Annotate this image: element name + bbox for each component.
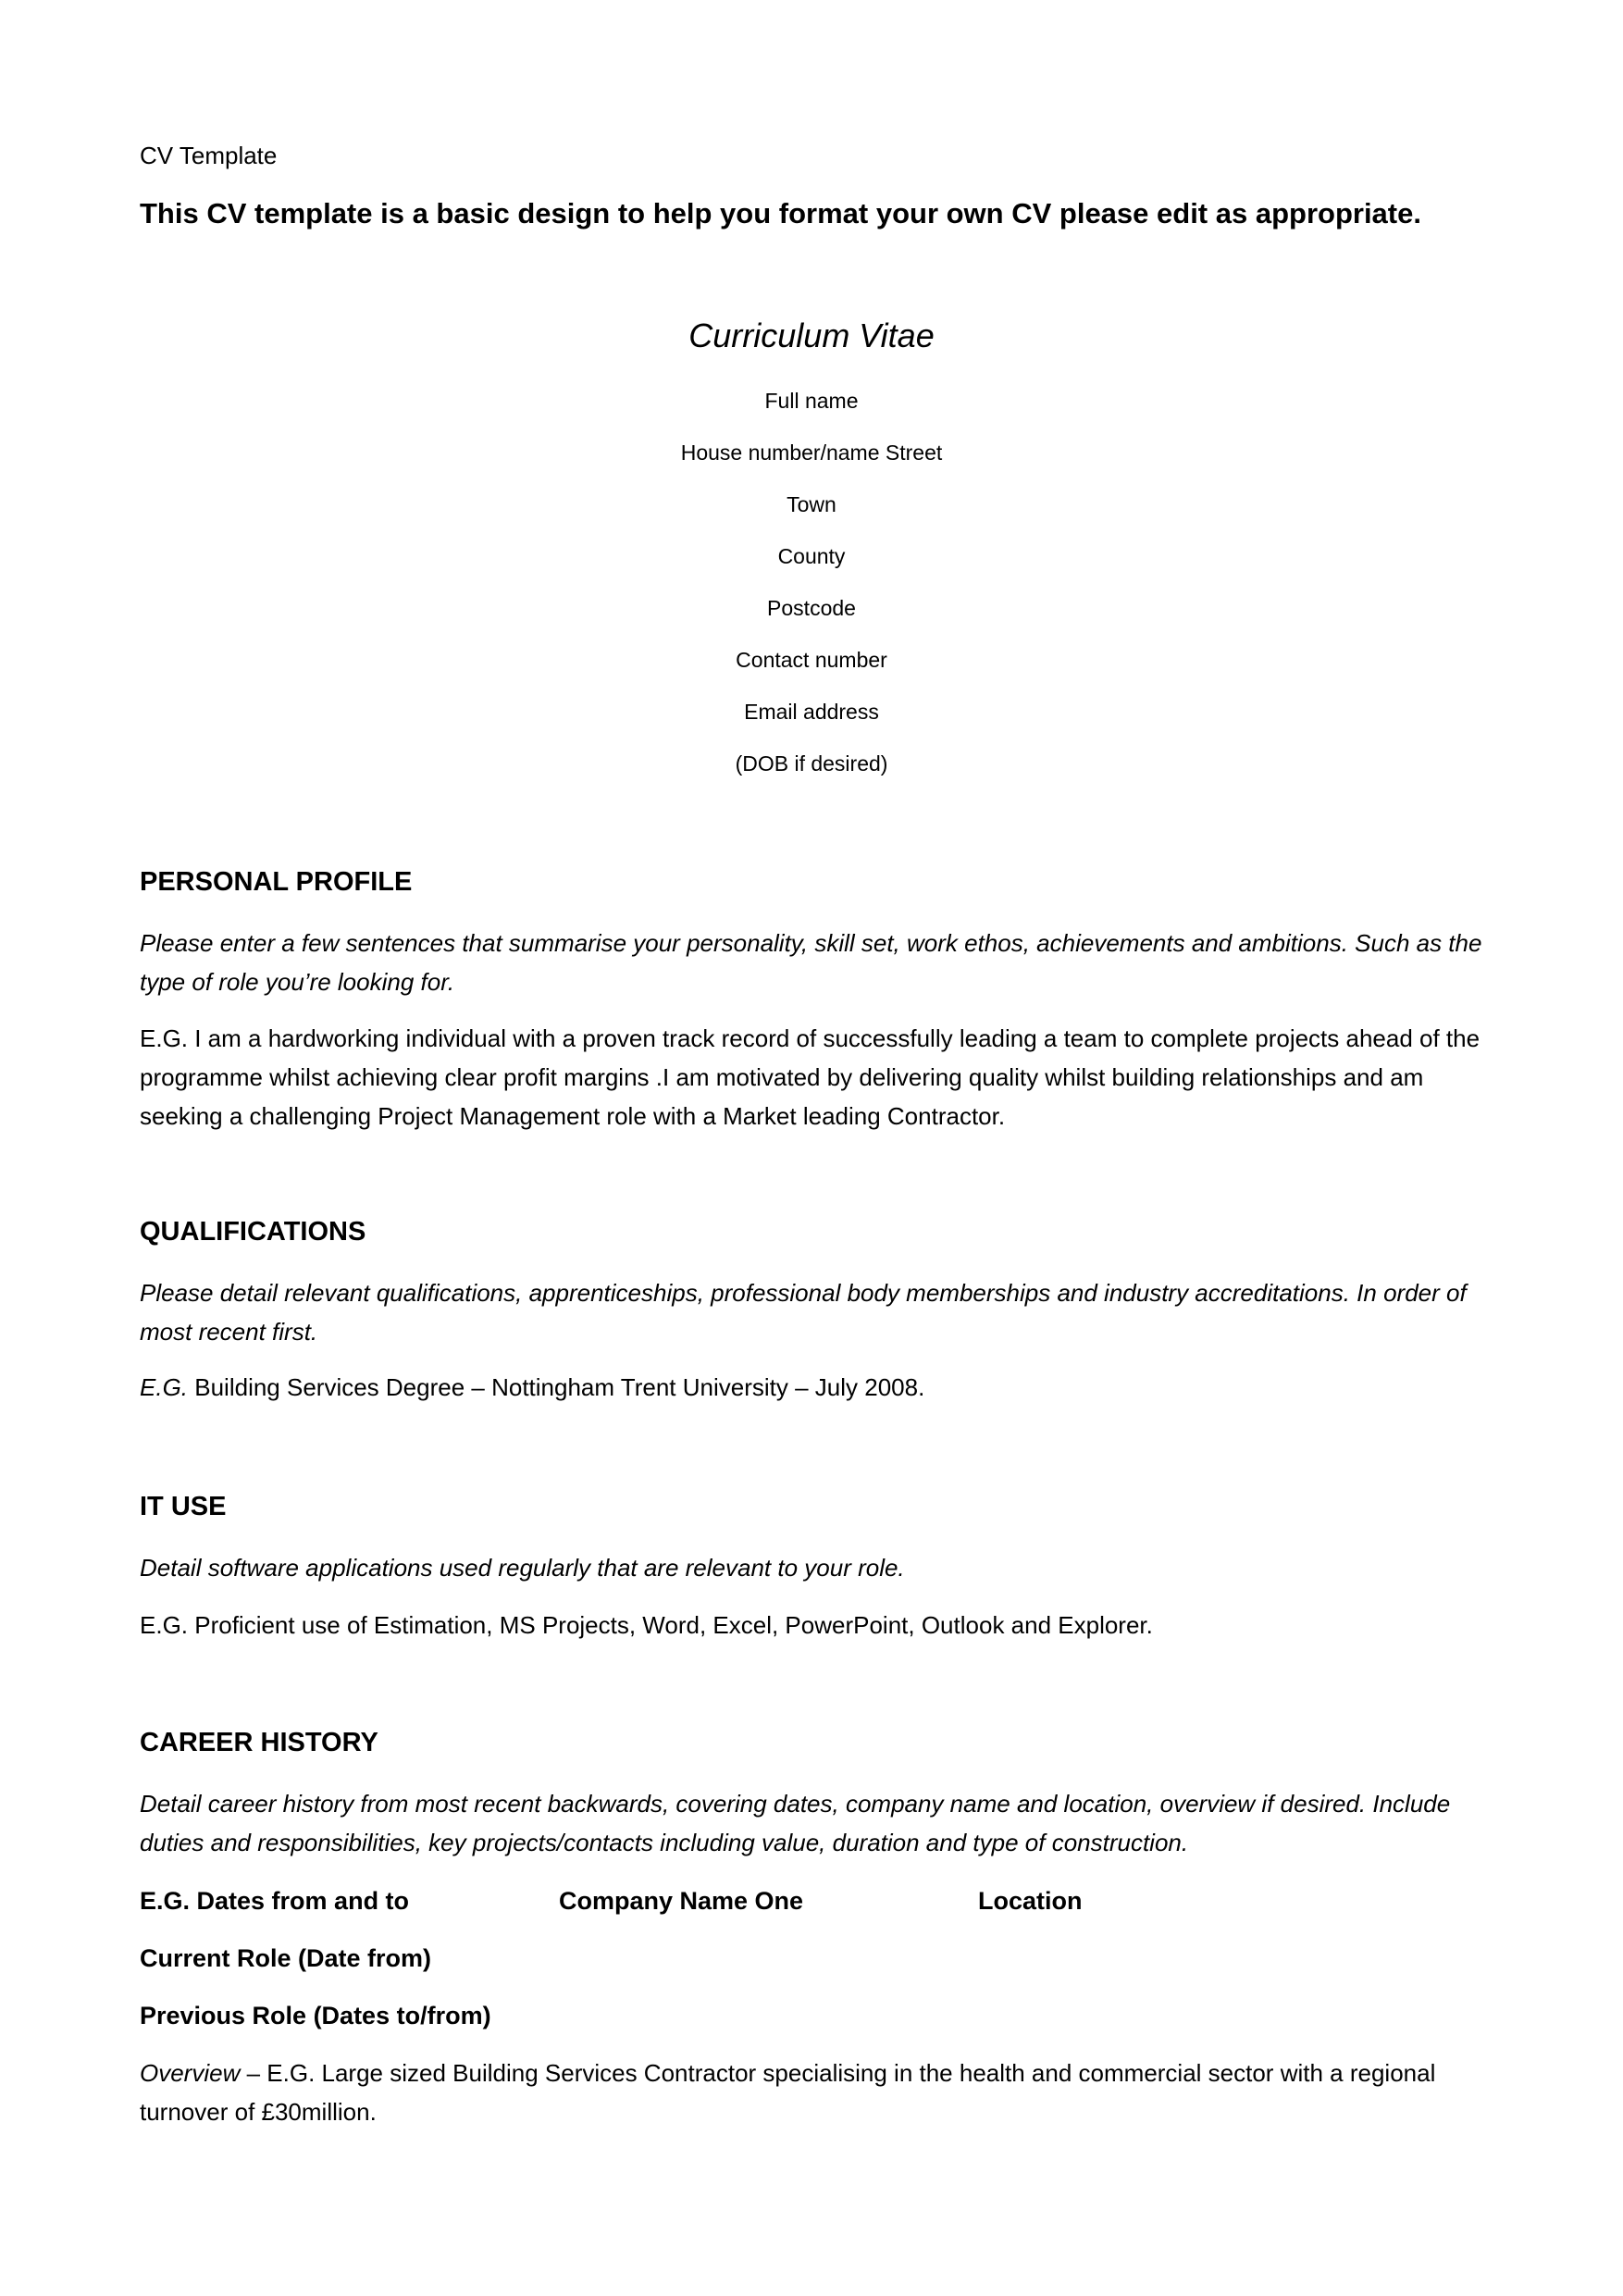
career-history-heading: CAREER HISTORY <box>140 1728 378 1757</box>
career-overview <box>140 2054 1509 2131</box>
contact-dob: (DOB if desired) <box>735 751 888 776</box>
it-use-heading: IT USE <box>140 1492 227 1521</box>
qualifications-heading: QUALIFICATIONS <box>140 1217 366 1247</box>
contact-email: Email address <box>744 700 879 724</box>
it-use-instruction: Detail software applications used regularly that are relevant to your role. <box>140 1554 905 1582</box>
contact-full-name: Full name <box>764 389 859 413</box>
personal-profile-heading: PERSONAL PROFILE <box>140 867 413 897</box>
career-previous-role: Previous Role (Dates to/from) <box>140 2002 491 2029</box>
it-use-example: E.G. Proficient use of Estimation, MS Projects, Word, Excel, PowerPoint, Outlook and Explorer. <box>140 1611 1153 1639</box>
qualifications-instruction: Please detail relevant qualifications, apprenticeships, professional body memberships and industry accreditations. In order of most recent first. <box>140 1279 1467 1346</box>
contact-town: Town <box>787 492 836 516</box>
qualifications-example-prefix: E.G. <box>140 1373 189 1401</box>
document-intro: This CV template is a basic design to help you format your own CV please edit as appropriate. <box>140 197 1421 230</box>
career-current-role: Current Role (Date from) <box>140 1944 432 1972</box>
career-location-column: Location <box>978 1887 1083 1915</box>
career-dates-column: E.G. Dates from and to <box>140 1887 410 1915</box>
contact-county: County <box>777 544 846 568</box>
career-company-column: Company Name One <box>559 1887 804 1915</box>
personal-profile-instruction: Please enter a few sentences that summarise your personality, skill set, work ethos, achievements and ambitions. Such as the type of role you’re looking for. <box>140 929 1482 996</box>
personal-profile-example: E.G. I am a hardworking individual with a proven track record of successfully leading a team to complete projects ahead of the programme whilst achieving clear profit margins .I am motivated by delivering quality whilst building relationships and am seeking a challenging Project Management role with a Market leading Contractor. <box>140 1024 1481 1130</box>
career-history-instruction: Detail career history from most recent backwards, covering dates, company name and location, overview if desired. Include duties and responsibilities, key projects/contacts including value, duration and type of construction. <box>140 1790 1451 1856</box>
contact-number: Contact number <box>736 648 887 672</box>
cv-title: Curriculum Vitae <box>688 316 935 354</box>
career-overview-text: – E.G. Large sized Building Services Contractor specialising in the health and commercial sector with a regional turnover of £30million. <box>140 2059 1436 2126</box>
qualifications-example-text: Building Services Degree – Nottingham Trent University – July 2008. <box>194 1373 925 1401</box>
document-label: CV Template <box>140 142 278 169</box>
contact-street: House number/name Street <box>680 441 943 465</box>
qualifications-example <box>140 1368 1509 1407</box>
contact-postcode: Postcode <box>767 596 856 620</box>
career-overview-label: Overview <box>140 2059 241 2087</box>
